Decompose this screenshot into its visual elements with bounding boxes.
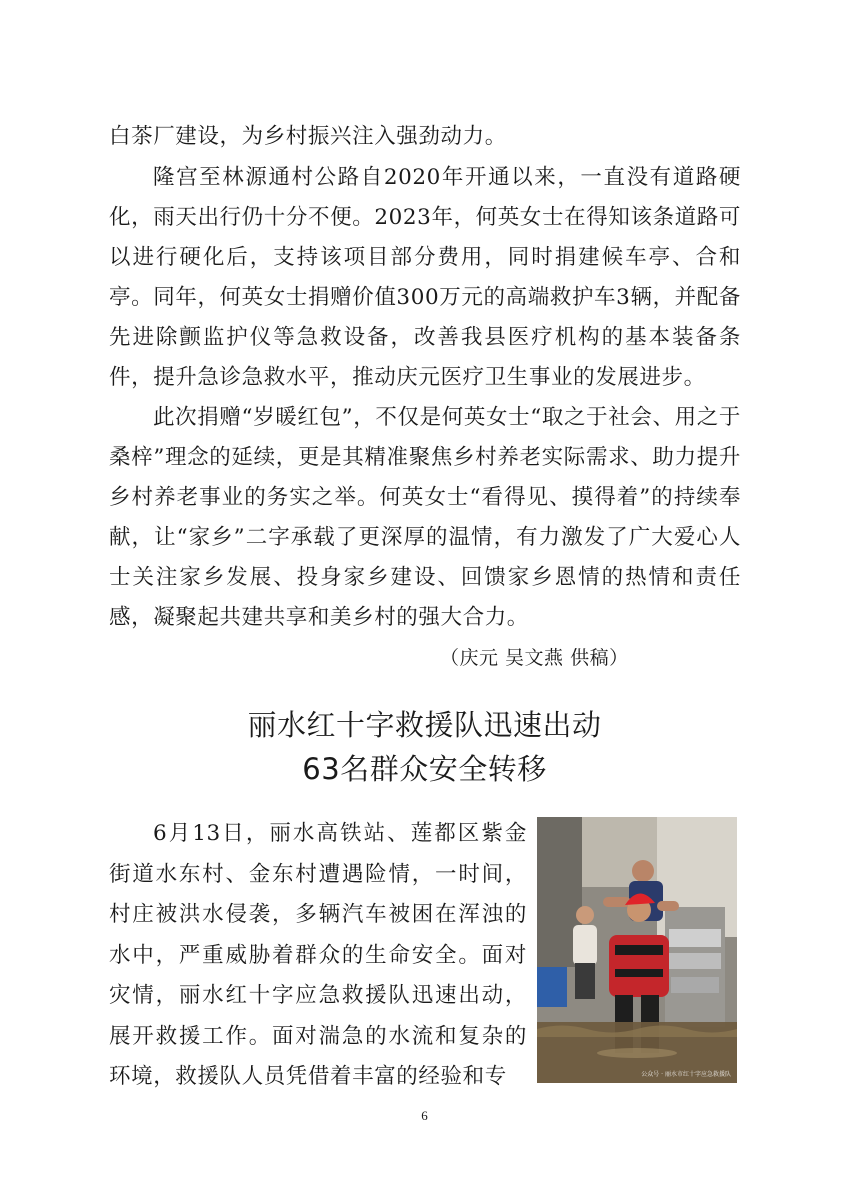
article1-credit: （庆元 吴文燕 供稿） — [440, 647, 629, 669]
article1-paragraph-2: 隆宫至林源通村公路自2020年开通以来，一直没有道路硬化，雨天出行仍十分不便。2023年，何英女士在得知该条道路可以进行硬化后，支持该项目部分费用，同时捐建候车亭、合和亭。同年，何英女士捐赠价值300万元的高端救护车3辆，并配备先进除颤监护仪等急救设备，改善我县医疗机构的基本装备条件，提升急诊急救水平，推动庆元医疗卫生事业的发展进步。 — [109, 165, 741, 390]
photo-watermark: 公众号 · 丽水市红十字应急救援队 — [641, 1071, 731, 1078]
article2-paragraph-1: 6月13日，丽水高铁站、莲都区紫金街道水东村、金东村遭遇险情，一时间，村庄被洪水侵袭，多辆汽车被困在浑浊的水中，严重威胁着群众的生命安全。面对灾情，丽水红十字应急救援队迅速出动，展开救援工作。面对湍急的水流和复杂的环境，救援队人员凭借着丰富的经验和专 — [109, 821, 527, 1089]
article2-headline — [0, 703, 849, 791]
article1-paragraph-1: 白茶厂建设，为乡村振兴注入强劲动力。 — [109, 124, 507, 149]
page-number: 6 — [421, 1108, 428, 1123]
article1-paragraph-3: 此次捐赠“岁暖红包”，不仅是何英女士“取之于社会、用之于桑梓”理念的延续，更是其精准聚焦乡村养老实际需求、助力提升乡村养老事业的务实之举。何英女士“看得见、摸得着”的持续奉献，让“家乡”二字承载了更深厚的温情，有力激发了广大爱心人士关注家乡发展、投身家乡建设、回馈家乡恩情的热情和责任感，凝聚起共建共享和美乡村的强大合力。 — [109, 405, 741, 630]
rescue-photo — [537, 817, 737, 1083]
headline-line-2: 63名群众安全转移 — [302, 752, 547, 786]
headline-line-1: 丽水红十字救援队迅速出动 — [247, 708, 602, 742]
